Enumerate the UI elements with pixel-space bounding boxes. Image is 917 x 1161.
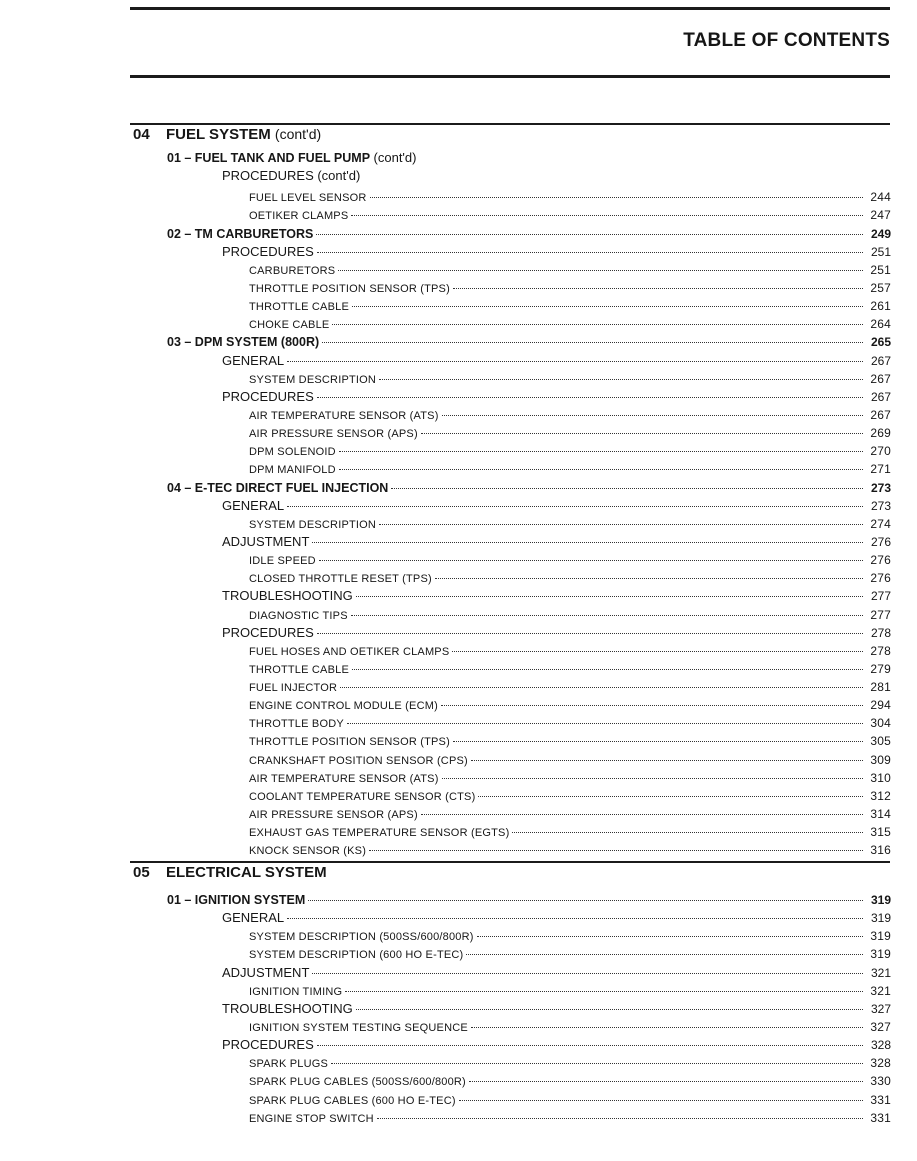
page-number: 267 (870, 371, 891, 386)
entry-label: DPM MANIFOLD (249, 464, 336, 477)
section-title-text: FUEL SYSTEM (166, 126, 271, 143)
entry-label: AIR PRESSURE SENSOR (APS) (249, 809, 418, 822)
section-number: 05 (133, 864, 150, 881)
dot-leader (331, 1049, 863, 1064)
page-number: 309 (870, 752, 891, 767)
dot-leader (317, 238, 863, 253)
entry-label: THROTTLE CABLE (249, 663, 349, 676)
dot-leader (287, 347, 863, 362)
dot-leader (308, 886, 863, 901)
dot-leader (347, 709, 863, 724)
page-number: 328 (870, 1056, 891, 1071)
dot-leader (453, 274, 863, 289)
entry-label: ENGINE STOP SWITCH (249, 1112, 374, 1125)
entry-label: COOLANT TEMPERATURE SENSOR (CTS) (249, 790, 476, 803)
entry-label: GENERAL (222, 497, 285, 513)
page-number: 247 (870, 208, 891, 223)
dot-leader (345, 977, 863, 992)
page-number: 327 (870, 1001, 891, 1016)
section-title (166, 126, 321, 143)
entry-label: AIR PRESSURE SENSOR (APS) (249, 428, 418, 441)
page-number: 265 (870, 335, 891, 350)
entry-label: 02 – TM CARBURETORS (167, 226, 314, 241)
entry-label: FUEL INJECTOR (249, 682, 338, 695)
entry-label: OETIKER CLAMPS (249, 210, 349, 223)
page-number: 304 (870, 716, 891, 731)
entry-label: CRANKSHAFT POSITION SENSOR (CPS) (249, 754, 468, 767)
dot-leader (317, 383, 863, 398)
page-number: 251 (870, 244, 891, 259)
page-number: 279 (870, 661, 891, 676)
page-number: 312 (870, 788, 891, 803)
page-number: 273 (870, 480, 891, 495)
page-number: 261 (870, 299, 891, 314)
entry-label: 01 – FUEL TANK AND FUEL PUMP (167, 151, 371, 165)
entry-label: EXHAUST GAS TEMPERATURE SENSOR (EGTS) (249, 827, 510, 840)
entry-label: THROTTLE BODY (249, 718, 344, 731)
dot-leader (339, 437, 863, 452)
entry-label: FUEL HOSES AND OETIKER CLAMPS (249, 645, 450, 658)
entry-label: 01 – IGNITION SYSTEM (167, 893, 306, 907)
dot-leader (370, 183, 863, 198)
page-number: 331 (870, 1092, 891, 1107)
entry-label: 04 – E-TEC DIRECT FUEL INJECTION (167, 480, 389, 495)
toc-chapter-link[interactable] (167, 150, 416, 165)
dot-leader (312, 528, 863, 543)
dot-leader (322, 328, 863, 343)
page-number: 270 (870, 444, 891, 459)
entry-label: THROTTLE POSITION SENSOR (TPS) (249, 736, 450, 749)
entry-label: DPM SOLENOID (249, 446, 336, 459)
section-title-text: ELECTRICAL SYSTEM (166, 864, 327, 881)
section-title (166, 864, 327, 881)
page-number: 319 (870, 947, 891, 962)
entry-label: IDLE SPEED (249, 555, 316, 568)
entry-label: TROUBLESHOOTING (222, 1000, 353, 1016)
page-number: 251 (870, 262, 891, 277)
dot-leader (287, 904, 863, 919)
page-number: 267 (870, 389, 891, 404)
page-number: 276 (870, 553, 891, 568)
dot-leader (466, 940, 863, 955)
page-number: 277 (870, 607, 891, 622)
page-number: 321 (870, 983, 891, 998)
toc-subsection-link[interactable] (222, 168, 360, 183)
page-number: 271 (870, 462, 891, 477)
page-title: TABLE OF CONTENTS (683, 30, 890, 51)
section-contd: (cont'd) (274, 126, 322, 142)
entry-label: SYSTEM DESCRIPTION (600 HO E-TEC) (249, 949, 464, 962)
dot-leader (317, 619, 863, 634)
page-number: 276 (870, 534, 891, 549)
entry-label: FUEL LEVEL SENSOR (249, 192, 367, 205)
page-number: 276 (870, 571, 891, 586)
dot-leader (352, 292, 863, 307)
dot-leader (338, 256, 863, 271)
entry-label: SYSTEM DESCRIPTION (249, 373, 377, 386)
dot-leader (512, 818, 863, 833)
entry-label: KNOCK SENSOR (KS) (249, 845, 367, 858)
entry-label: THROTTLE CABLE (249, 301, 349, 314)
page-number: 330 (870, 1074, 891, 1089)
entry-label: SPARK PLUG CABLES (600 HO E-TEC) (249, 1094, 456, 1107)
dot-leader (421, 800, 863, 815)
page-number: 319 (870, 893, 891, 907)
entry-label: PROCEDURES (cont'd) (222, 168, 361, 184)
entry-label: CLOSED THROTTLE RESET (TPS) (249, 573, 432, 586)
dot-leader (459, 1086, 863, 1101)
entry-label: CARBURETORS (249, 264, 336, 277)
page-number: 249 (870, 226, 891, 241)
toc-topic-link[interactable] (249, 839, 891, 857)
dot-leader (356, 582, 863, 597)
dot-leader (287, 492, 863, 507)
dot-leader (478, 782, 863, 797)
page-number: 319 (870, 929, 891, 944)
dot-leader (319, 546, 863, 561)
page-number: 294 (870, 698, 891, 713)
toc-topic-link[interactable] (249, 1107, 891, 1125)
entry-label: ADJUSTMENT (222, 964, 310, 980)
entry-label: THROTTLE POSITION SENSOR (TPS) (249, 282, 450, 295)
page-number: 277 (870, 589, 891, 604)
entry-label: PROCEDURES (222, 388, 314, 404)
dot-leader (340, 673, 863, 688)
entry-label: SYSTEM DESCRIPTION (500SS/600/800R) (249, 931, 474, 944)
page-number: 278 (870, 625, 891, 640)
entry-label: PROCEDURES (222, 1037, 314, 1053)
entry-label: SYSTEM DESCRIPTION (249, 518, 377, 531)
top-rule (130, 7, 890, 10)
entry-label: 03 – DPM SYSTEM (800R) (167, 335, 320, 350)
page-number: 314 (870, 807, 891, 822)
entry-contd: (cont'd) (373, 150, 417, 165)
entry-label: DIAGNOSTIC TIPS (249, 609, 348, 622)
section-rule (130, 123, 890, 125)
dot-leader (471, 746, 863, 761)
dot-leader (442, 401, 863, 416)
dot-leader (441, 691, 863, 706)
page-number: 269 (870, 426, 891, 441)
page-number: 244 (870, 190, 891, 205)
entry-label: IGNITION SYSTEM TESTING SEQUENCE (249, 1021, 468, 1034)
page-number: 315 (870, 825, 891, 840)
dot-leader (471, 1013, 863, 1028)
entry-label: PROCEDURES (222, 624, 314, 640)
page-number: 267 (870, 353, 891, 368)
page-number: 305 (870, 734, 891, 749)
page-number: 319 (870, 911, 891, 926)
dot-leader (351, 601, 863, 616)
page-number: 257 (870, 280, 891, 295)
entry-label: GENERAL (222, 352, 285, 368)
dot-leader (312, 959, 863, 974)
entry-label: SPARK PLUG CABLES (500SS/600/800R) (249, 1076, 466, 1089)
page-number: 316 (870, 843, 891, 858)
entry-label: ADJUSTMENT (222, 533, 310, 549)
dot-leader (316, 220, 863, 235)
page-number: 328 (870, 1038, 891, 1053)
page-number: 267 (870, 407, 891, 422)
entry-label: AIR TEMPERATURE SENSOR (ATS) (249, 772, 439, 785)
dot-leader (379, 365, 863, 380)
dot-leader (377, 1104, 863, 1119)
dot-leader (352, 655, 863, 670)
dot-leader (421, 419, 863, 434)
entry-label: CHOKE CABLE (249, 319, 330, 332)
dot-leader (453, 727, 863, 742)
page-number: 331 (870, 1110, 891, 1125)
entry-label: AIR TEMPERATURE SENSOR (ATS) (249, 409, 439, 422)
entry-label: PROCEDURES (222, 243, 314, 259)
dot-leader (435, 564, 863, 579)
page-number: 274 (870, 516, 891, 531)
section-number: 04 (133, 126, 150, 143)
page-number: 327 (870, 1019, 891, 1034)
dot-leader (369, 836, 863, 851)
page-number: 321 (870, 965, 891, 980)
dot-leader (339, 455, 863, 470)
entry-label: SPARK PLUGS (249, 1058, 329, 1071)
page-number: 273 (870, 498, 891, 513)
dot-leader (356, 995, 863, 1010)
dot-leader (469, 1067, 863, 1082)
page-number: 264 (870, 317, 891, 332)
dot-leader (332, 310, 863, 325)
page-number: 310 (870, 770, 891, 785)
dot-leader (452, 637, 863, 652)
entry-label: IGNITION TIMING (249, 985, 343, 998)
entry-label: GENERAL (222, 910, 285, 926)
page-number: 278 (870, 643, 891, 658)
entry-label: ENGINE CONTROL MODULE (ECM) (249, 700, 438, 713)
dot-leader (442, 764, 863, 779)
dot-leader (351, 201, 863, 216)
header-rule (130, 75, 890, 78)
section-header (130, 123, 890, 145)
page-number: 281 (870, 680, 891, 695)
dot-leader (379, 510, 863, 525)
dot-leader (317, 1031, 863, 1046)
section-rule (130, 861, 890, 863)
dot-leader (477, 922, 863, 937)
section-header (130, 861, 890, 883)
entry-label: TROUBLESHOOTING (222, 588, 353, 604)
dot-leader (391, 474, 863, 489)
